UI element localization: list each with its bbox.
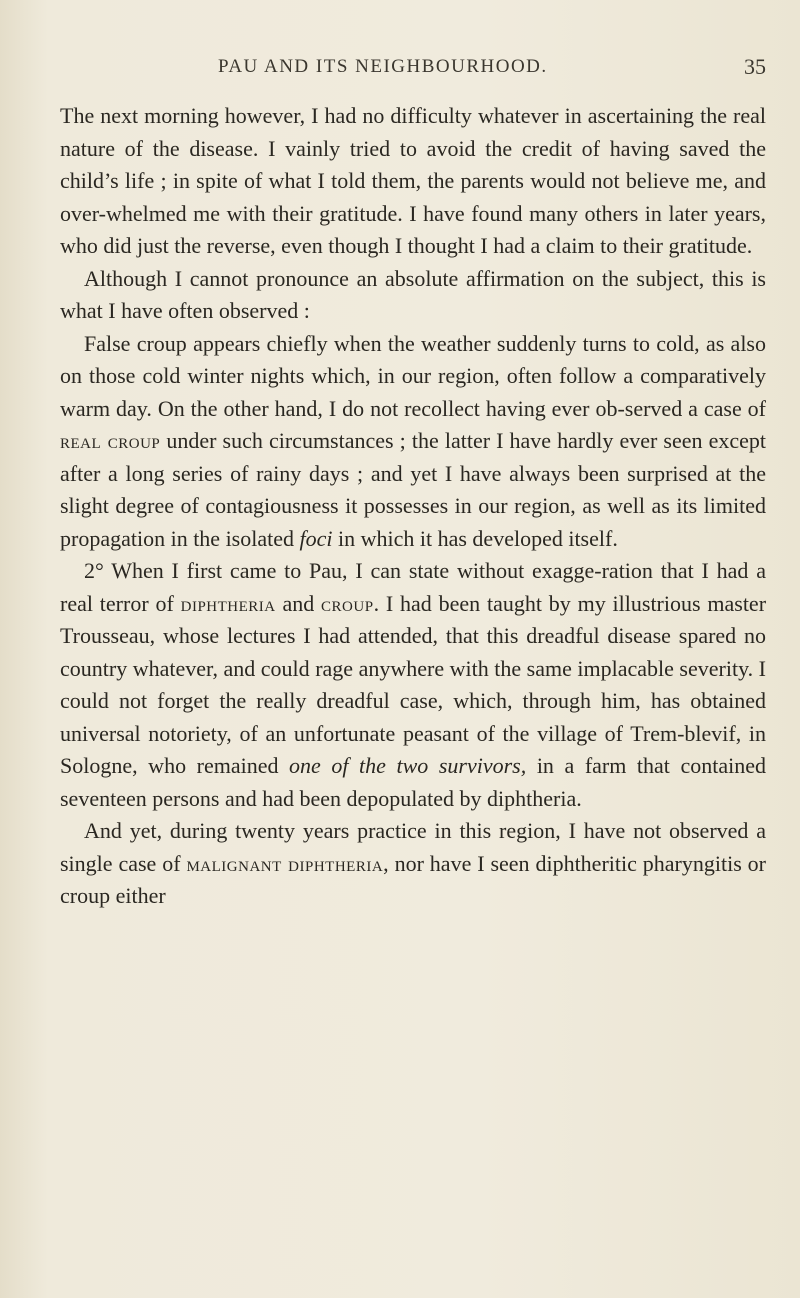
- running-title: PAU AND ITS NEIGHBOURHOOD.: [218, 56, 548, 77]
- paragraph-1: [60, 100, 766, 263]
- running-header: [60, 56, 766, 84]
- paragraph-3: [60, 328, 766, 556]
- paragraph-2: [60, 263, 766, 328]
- paragraph-text: in which it has developed itself.: [332, 525, 618, 551]
- italic-term: foci: [299, 525, 333, 551]
- paragraph-text: Although I cannot pronounce an absolute affirmation on the subject, this is what I have often observed :: [60, 265, 766, 323]
- paragraph-text: and: [275, 590, 322, 616]
- small-caps-term: diphtheria: [180, 590, 276, 616]
- italic-phrase: one of the two survivors,: [289, 753, 527, 778]
- paragraph-5: [60, 815, 766, 913]
- body-text: [60, 100, 766, 913]
- paragraph-text: under such circumstances ; the latter I have hardly ever seen except after a long series of rainy days ; and yet I have always been surprised at the slight degree of contagiousness it possesses in our region, as well as its limited propagation in the isolated: [60, 428, 766, 551]
- paragraph-text: , nor have I seen diphtheritic pharyngitis or croup either: [60, 850, 766, 908]
- page-number: 35: [744, 54, 766, 79]
- small-caps-term: croup: [321, 590, 374, 616]
- paragraph-text: 2° When I first came to Pau, I can state without exagge-ration that I had a real terror of: [60, 558, 766, 616]
- paragraph-text: . I had been taught by my illustrious master Trousseau, whose lectures I had attended, that this dreadful disease spared no country whatever, and could rage anywhere with the same implacable severity. I could not forget the really dreadful case, which, through him, has obtained universal notoriety, of an unfortunate peasant of the village of Trem-blevif, in Sologne, who remained: [60, 590, 767, 778]
- paragraph-text: in a farm that contained seventeen persons and had been depopulated by diphtheria.: [60, 753, 766, 811]
- paragraph-text: And yet, during twenty years practice in this region, I have not observed a single case of: [60, 818, 766, 876]
- small-caps-term: real croup: [60, 428, 161, 453]
- paragraph-text: The next morning however, I had no difficulty whatever in ascertaining the real nature of the disease. I vainly tried to avoid the credit of having saved the child’s life ; in spite of what I told them, the parents would not believe me, and over-whelmed me with their gratitude. I have found many others in later years, who did just the reverse, even though I thought I had a claim to their gratitude.: [60, 103, 766, 258]
- paragraph-text: False croup appears chiefly when the weather suddenly turns to cold, as also on those cold winter nights which, in our region, often follow a comparatively warm day. On the other hand, I do not recollect having ever ob-served a case of: [60, 330, 766, 421]
- paragraph-4: [60, 555, 766, 815]
- small-caps-term: malignant diphtheria: [186, 850, 384, 876]
